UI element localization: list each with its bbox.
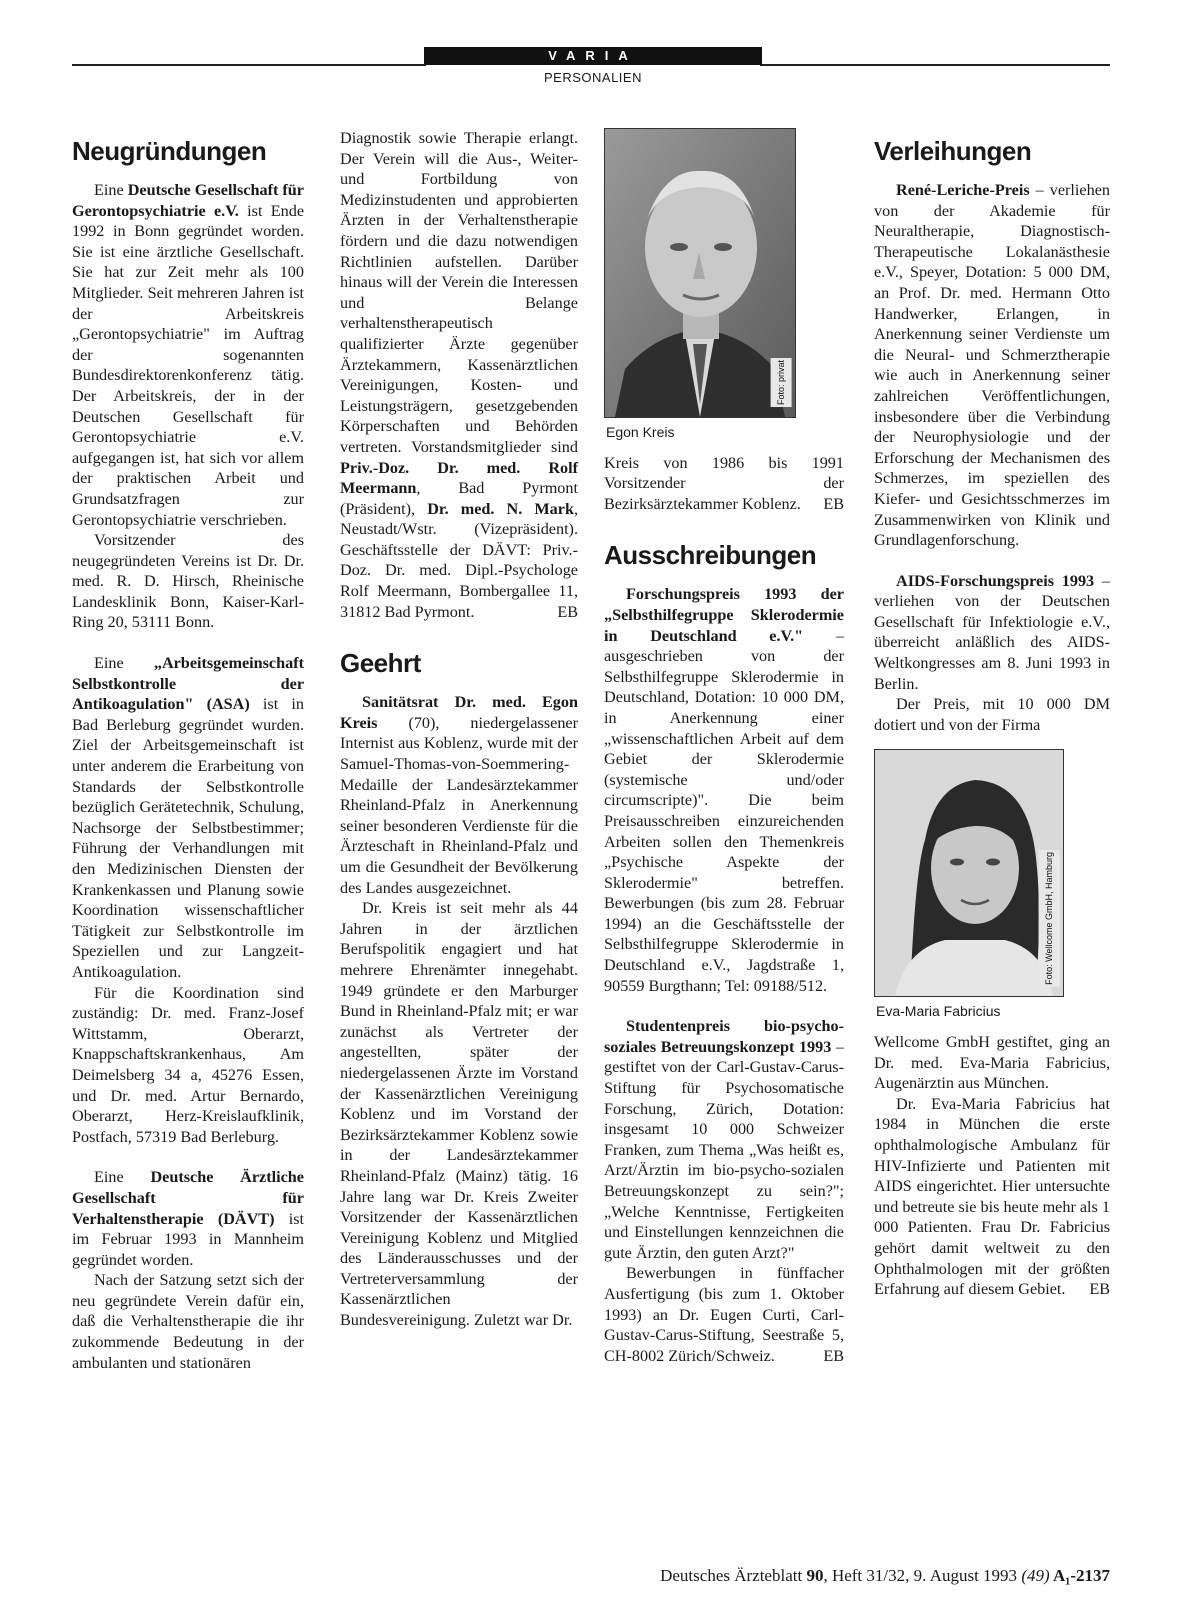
- photo-caption: Eva-Maria Fabricius: [876, 1003, 1001, 1020]
- column-2: [340, 128, 578, 1331]
- heading-neugruendungen: Neugründungen: [72, 136, 267, 166]
- photo-credit: Foto: Wellcome GmbH, Hamburg: [1039, 850, 1060, 987]
- paragraph: Eine „Arbeitsgemeinschaft Selbstkontrolle der Antikoagulation" (ASA) ist in Bad Berleburg gegründet wurden. Ziel der Arbeitsgemeinschaft ist unter anderem die Erarbeitung von Standards der Selbstkontrolle bezüglich Gerätetechnik, Schulung, Nachsorge der Selbstbestimmer; Führung der Verhandlungen mit den Medizinischen Diensten der Krankenkassen und Planung sowie Koordination wissenschaftlicher Tätigkeit zur Selbstkontrolle im Speziellen und zur Langzeit-Antikoagulation.: [72, 654, 304, 981]
- paragraph: Der Preis, mit 10 000 DM dotiert und von der Firma: [874, 695, 1110, 734]
- column-1: [72, 128, 304, 1373]
- author-signature: EB: [557, 602, 578, 621]
- paragraph: Dr. Eva-Maria Fabricius hat 1984 in München die erste ophthalmologische Ambulanz für HIV-Infizierte und Patienten mit AIDS eingerichtet. Hier untersuchte und betreute sie bis heute mehr als 1 000 Patienten. Frau Dr. Fabricius gehört damit weltweit zu den Ophthalmologen mit der größten Erfahrung auf diesem Gebiet. EB: [874, 1094, 1110, 1299]
- section-banner: VARIA: [424, 47, 762, 65]
- column-3: [604, 128, 844, 1366]
- paragraph: Diagnostik sowie Therapie erlangt. Der Verein will die Aus-, Weiter- und Fortbildung von Medizinstudenten und approbierten Ärzten in der Verhaltenstherapie fördern und die dazu notwendigen Richtlinien aufstellen. Darüber hinaus will der Verein die Interessen und Belange verhaltenstherapeutisch qualifizierter Ärzte gegenüber Ärztekammern, Kassenärztlichen Vereinigungen, Kosten- und Leistungsträgern, gesetzgebenden Körperschaften und Behörden vertreten. Vorstandsmitglieder sind Priv.-Doz. Dr. med. Rolf Meermann, Bad Pyrmont (Präsident), Dr. med. N. Mark, Neustadt/Wstr. (Vizepräsident). Geschäftsstelle der DÄVT: Priv.-Doz. Dr. med. Dipl.-Psychologe Rolf Meermann, Bombergallee 11, 31812 Bad Pyrmont. EB: [340, 129, 579, 621]
- paragraph: Für die Koordination sind zuständig: Dr. med. Franz-Josef Wittstamm, Oberarzt, Knappschaftskrankenhaus, Am Deimelsberg 34 a, 45276 Essen, und Dr. med. Artur Bernardo, Oberarzt, Herz-Kreislaufklinik, Postfach, 57319 Bad Berleburg.: [72, 983, 304, 1146]
- author-signature: EB: [823, 494, 844, 513]
- author-signature: EB: [823, 1346, 844, 1365]
- paragraph: René-Leriche-Preis – verliehen von der Akademie für Neuraltherapie, Diagnostisch-Therapeutische Lokalanästhesie e.V., Speyer, Dotation: 5 000 DM, an Prof. Dr. med. Hermann Otto Handwerker, Erlangen, in Anerkennung seiner Verdienste um die Neural- und Schmerztherapie wie auch in Anerkennung seiner zahlreichen Veröffentlichungen, insbesondere über die Verbindung der Neurophysiologie und der Erforschung der Mechanismen des Schmerzes, im speziellen des Kiefer- und Gesichtsschmerzes im Zusammenwirken von Klinik und Grundlagenforschung.: [874, 181, 1110, 550]
- portrait-photo-eva-maria-fabricius: [874, 749, 1064, 997]
- heading-ausschreibungen: Ausschreibungen: [604, 540, 817, 571]
- paragraph: Eine Deutsche Ärztliche Gesellschaft für Verhaltenstherapie (DÄVT) ist im Februar 1993 in Mannheim gegründet worden.: [72, 1168, 304, 1269]
- photo-credit: Foto: privat: [771, 358, 792, 407]
- paragraph: AIDS-Forschungspreis 1993 – verliehen von der Deutschen Gesellschaft für Infektiologie e.V., überreicht anläßlich des AIDS-Weltkongresses am 8. Juni 1993 in Berlin.: [874, 571, 1110, 693]
- portrait-image: [605, 129, 795, 417]
- paragraph: Vorsitzender des neugegründeten Vereins ist Dr. Dr. med. R. D. Hirsch, Rheinische Landesklinik Bonn, Kaiser-Karl-Ring 20, 53111 Bonn.: [72, 531, 304, 632]
- paragraph: Sanitätsrat Dr. med. Egon Kreis (70), niedergelassener Internist aus Koblenz, wurde mit der Samuel-Thomas-von-Soemmering-Medaille der Landesärztekammer Rheinland-Pfalz in Anerkennung seiner besonderen Verdienste für die Ärzteschaft in Rheinland-Pfalz und um die Gesundheit der Bevölkerung des Landes ausgezeichnet.: [340, 693, 578, 897]
- author-signature: EB: [1089, 1280, 1110, 1299]
- heading-verleihungen: Verleihungen: [874, 136, 1032, 166]
- paragraph: Studentenpreis bio-psycho-soziales Betreuungskonzept 1993 – gestiftet von der Carl-Gustav-Carus-Stiftung für Psychosomatische Forschung, Zürich, Dotation: insgesamt 10 000 Schweizer Franken, zum Thema „Was heißt es, Arzt/Ärztin im bio-psycho-sozialen Betreuungskonzept zu sein?"; „Welche Kenntnisse, Fertigkeiten und Einstellungen kennzeichnen die gute Ärztin, den guten Arzt?": [604, 1017, 844, 1262]
- heading-geehrt: Geehrt: [340, 648, 421, 679]
- paragraph: Dr. Kreis ist seit mehr als 44 Jahren in der ärztlichen Berufspolitik engagiert und hat mehrere Ehrenämter innegehabt. 1949 gründete er den Marburger Bund in Rheinland-Pfalz mit; er war zunächst als Vertreter der angestellten, später der niedergelassenen Ärzte im Vorstand der Kassenärztlichen Vereinigung Koblenz und im Vorstand der Bezirksärztekammer Koblenz sowie in der Landesärztekammer Rheinland-Pfalz (Mainz) tätig. 16 Jahre lang war Dr. Kreis Zweiter Vorsitzender der Kassenärztlichen Vereinigung Koblenz und Mitglied des Länderausschusses und der Vertreterversammlung der Kassenärztlichen Bundesvereinigung. Zuletzt war Dr.: [340, 899, 578, 1330]
- header-rule-left: [72, 64, 426, 66]
- portrait-image: [875, 750, 1063, 996]
- paragraph: Wellcome GmbH gestiftet, ging an Dr. med. Eva-Maria Fabricius, Augenärztin aus München.: [874, 1033, 1110, 1093]
- header-rule-right: [760, 64, 1110, 66]
- paragraph: Forschungspreis 1993 der „Selbsthilfegruppe Sklerodermie in Deutschland e.V." – ausgeschrieben von der Selbsthilfegruppe Sklerodermie in Deutschland, Dotation: 10 000 DM, in Anerkennung einer „wissenschaftlichen Arbeit auf dem Gebiet der Sklerodermie (systemische und/oder circumscripte)". Die beim Preisausschreiben einzureichenden Arbeiten sollen den Themenkreis „Psychische Aspekte der Sklerodermie" betreffen. Bewerbungen (bis zum 28. Februar 1994) an die Geschäftsstelle der Selbsthilfegruppe Sklerodermie in Deutschland e.V., Jagdstraße 1, 90559 Burgthann; Tel: 09188/512.: [604, 585, 844, 995]
- page-footer: Deutsches Ärzteblatt 90, Heft 31/32, 9. August 1993 (49) A₁-2137: [660, 1566, 1110, 1585]
- paragraph: Kreis von 1986 bis 1991 Vorsitzender der Bezirksärztekammer Koblenz. EB: [604, 453, 844, 513]
- paragraph: Nach der Satzung setzt sich der neu gegründete Verein dafür ein, daß die Verhaltenstherapie die ihr zukommende Bedeutung in der ambulanten und stationären: [72, 1271, 304, 1372]
- photo-caption: Egon Kreis: [606, 424, 675, 440]
- subsection-label: PERSONALIEN: [544, 70, 642, 85]
- portrait-photo-egon-kreis: [604, 128, 796, 418]
- column-4: [874, 128, 1110, 1300]
- paragraph: Eine Deutsche Gesellschaft für Gerontopsychiatrie e.V. ist Ende 1992 in Bonn gegründet worden. Sie ist eine ärztliche Gesellschaft. Sie hat zur Zeit mehr als 100 Mitglieder. Seit mehreren Jahren ist der Arbeitskreis „Gerontopsychiatrie" im Auftrag der sogenannten Bundesdirektorenkonferenz tätig. Der Arbeitskreis, der in der Deutschen Gesellschaft für Gerontopsychiatrie e.V. aufgegangen ist, hat sich vor allem der praktischen Arbeit und Grundsatzfragen zur Gerontopsychiatrie verschrieben.: [72, 181, 304, 529]
- paragraph: Bewerbungen in fünffacher Ausfertigung (bis zum 1. Oktober 1993) an Dr. Eugen Curti, Carl-Gustav-Carus-Stiftung, Seestraße 5, CH-8002 Zürich/Schweiz. EB: [604, 1264, 844, 1365]
